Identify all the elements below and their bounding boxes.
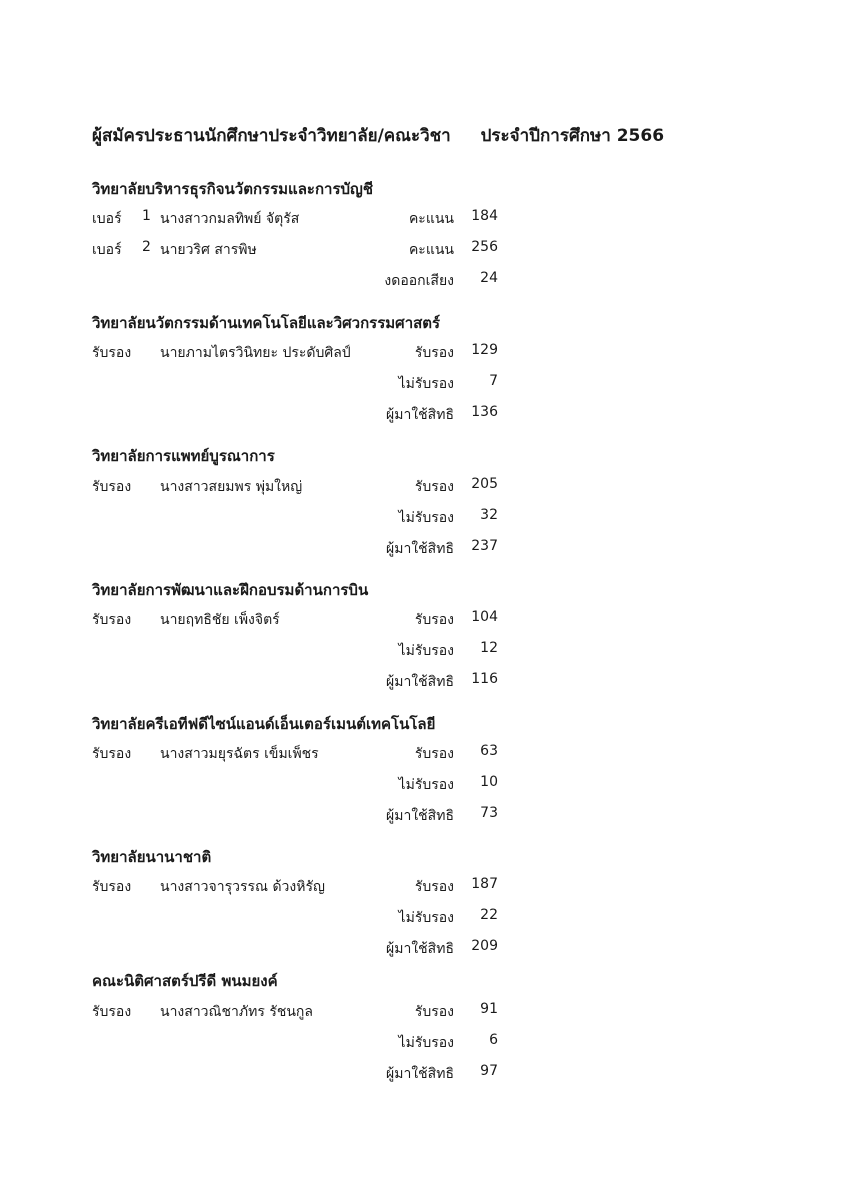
result-row [0,507,844,531]
result-value: 6 [489,1032,498,1048]
result-label: ผู้มาใช้สิทธิ [386,541,454,557]
result-label: ไม่รับรอง [398,1035,454,1051]
year-value: 2566 [616,126,665,146]
candidate-name: นางสาวกมลทิพย์ จัตุรัส [160,211,300,227]
score-value: 184 [471,208,498,224]
candidate-row [0,342,844,366]
result-value: 73 [480,805,498,821]
candidate-row [0,1001,844,1025]
score-label: รับรอง [414,612,454,628]
candidate-tag: รับรอง [92,746,132,762]
result-row [0,538,844,562]
result-value: 116 [471,671,498,687]
candidate-number: 1 [142,208,151,224]
result-label: ผู้มาใช้สิทธิ [386,941,454,957]
result-row [0,938,844,962]
result-row [0,640,844,664]
candidate-tag: รับรอง [92,479,132,495]
result-value: 97 [480,1063,498,1079]
result-row [0,805,844,829]
candidate-row [0,476,844,500]
score-label: คะแนน [408,242,454,258]
result-label: ไม่รับรอง [398,643,454,659]
score-value: 104 [471,609,498,625]
section-title: วิทยาลัยนวัตกรรมด้านเทคโนโลยีและวิศวกรรมศาสตร์ [92,314,441,332]
score-label: รับรอง [414,879,454,895]
result-label: ผู้มาใช้สิทธิ [386,674,454,690]
score-label: รับรอง [414,479,454,495]
candidate-name: นายวริศ สารพิษ [160,242,257,258]
candidate-number: 2 [142,239,151,255]
candidate-tag: รับรอง [92,345,132,361]
year-label: ประจำปีการศึกษา [480,126,611,146]
result-label: งดออกเสียง [384,273,454,289]
candidate-tag: รับรอง [92,879,132,895]
result-value: 237 [471,538,498,554]
candidate-row [0,609,844,633]
result-label: ผู้มาใช้สิทธิ [386,407,454,423]
candidate-name: นายภามไตรวินิทยะ ประดับศิลป์ [160,345,351,361]
result-value: 136 [471,404,498,420]
score-value: 205 [471,476,498,492]
candidate-row [0,743,844,767]
score-label: รับรอง [414,746,454,762]
candidate-tag: รับรอง [92,612,132,628]
score-label: คะแนน [408,211,454,227]
result-row [0,671,844,695]
score-value: 129 [471,342,498,358]
title-text: ผู้สมัครประธานนักศึกษาประจำวิทยาลัย/คณะวิชา [92,126,451,146]
result-label: ผู้มาใช้สิทธิ [386,1066,454,1082]
score-value: 91 [480,1001,498,1017]
result-label: ไม่รับรอง [398,910,454,926]
result-value: 10 [480,774,498,790]
result-row [0,1032,844,1056]
section-title: วิทยาลัยครีเอทีฟดีไซน์แอนด์เอ็นเตอร์เมนต์เทคโนโลยี [92,715,436,733]
candidate-row [0,876,844,900]
score-value: 256 [471,239,498,255]
result-value: 12 [480,640,498,656]
candidate-tag: เบอร์ [92,242,122,258]
page-title [92,122,664,149]
result-row [0,774,844,798]
result-value: 7 [489,373,498,389]
result-label: ไม่รับรอง [398,376,454,392]
result-value: 22 [480,907,498,923]
candidate-row [0,208,844,232]
section-title: วิทยาลัยการพัฒนาและฝึกอบรมด้านการบิน [92,581,369,599]
candidate-name: นางสาวสยมพร พุ่มใหญ่ [160,479,303,495]
score-value: 63 [480,743,498,759]
score-label: รับรอง [414,1004,454,1020]
result-value: 32 [480,507,498,523]
section-title: วิทยาลัยการแพทย์บูรณาการ [92,447,275,465]
candidate-row [0,239,844,263]
result-row [0,373,844,397]
result-label: ไม่รับรอง [398,510,454,526]
section-title: วิทยาลัยบริหารธุรกิจนวัตกรรมและการบัญชี [92,180,373,198]
result-label: ผู้มาใช้สิทธิ [386,808,454,824]
result-value: 24 [480,270,498,286]
score-label: รับรอง [414,345,454,361]
result-row [0,404,844,428]
candidate-name: นางสาวจารุวรรณ ด้วงหิรัญ [160,879,325,895]
result-row [0,907,844,931]
result-label: ไม่รับรอง [398,777,454,793]
candidate-name: นางสาวณิชาภัทร รัชนกูล [160,1004,313,1020]
result-row [0,270,844,294]
result-value: 209 [471,938,498,954]
result-row [0,1063,844,1087]
candidate-name: นางสาวมยุรฉัตร เข็มเพ็ชร [160,746,319,762]
score-value: 187 [471,876,498,892]
section-title: วิทยาลัยนานาชาติ [92,848,212,866]
candidate-tag: เบอร์ [92,211,122,227]
candidate-tag: รับรอง [92,1004,132,1020]
candidate-name: นายฤทธิชัย เพ็งจิตร์ [160,612,280,628]
section-title: คณะนิติศาสตร์ปรีดี พนมยงค์ [92,972,278,990]
